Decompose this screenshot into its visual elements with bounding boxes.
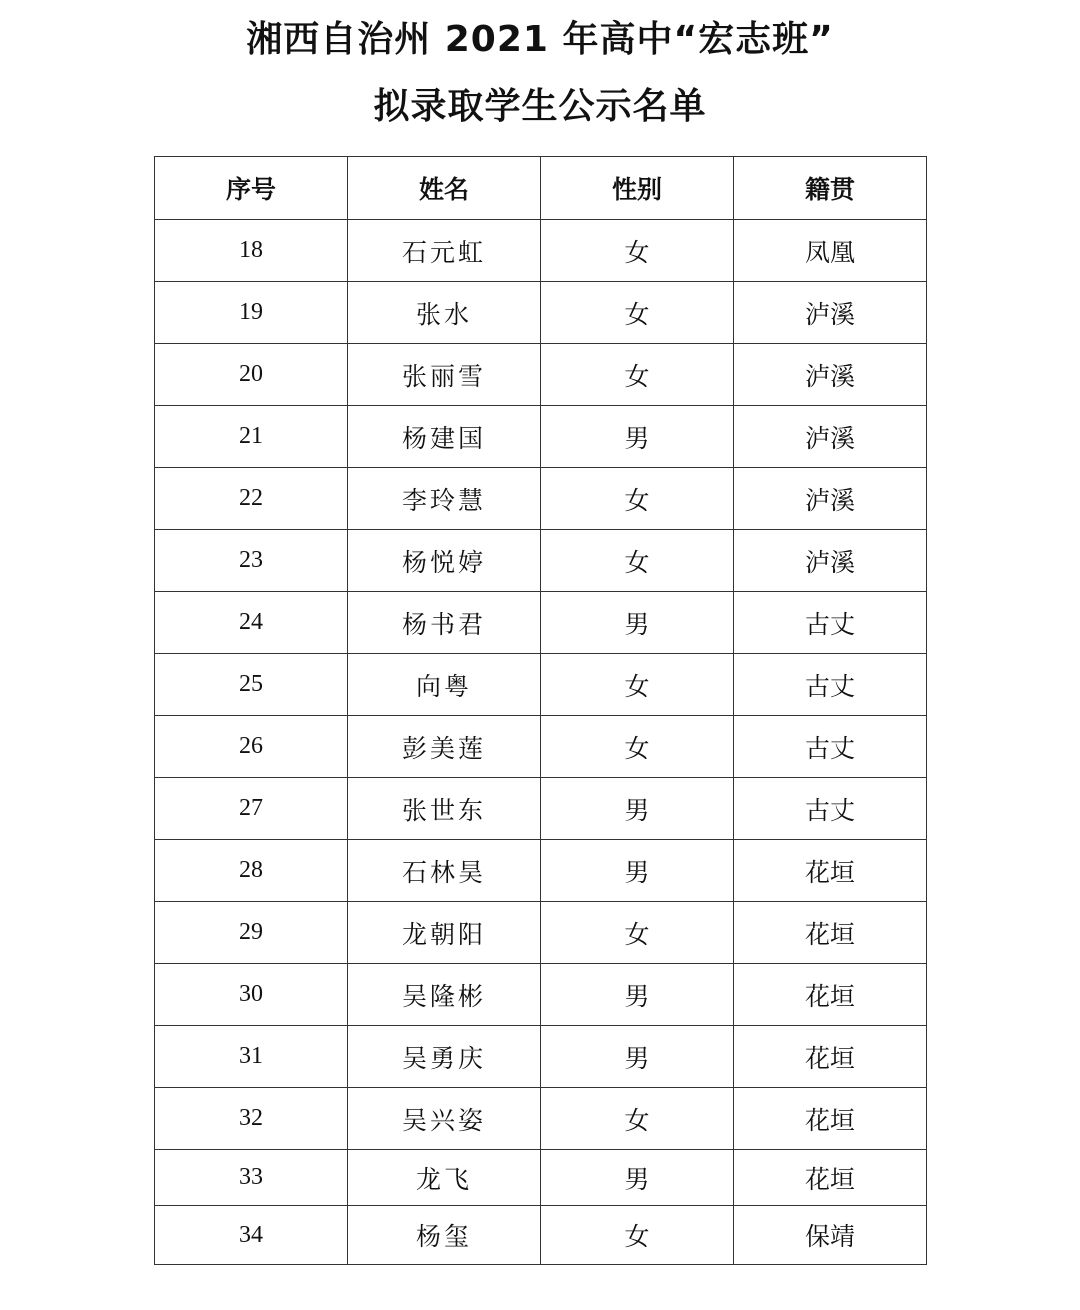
document-title-line-2: 拟录取学生公示名单 bbox=[373, 86, 707, 127]
cell-name: 杨书君 bbox=[348, 592, 541, 654]
table-body bbox=[155, 220, 927, 1265]
cell-name: 龙飞 bbox=[348, 1150, 541, 1206]
cell-native-place: 花垣 bbox=[734, 1150, 927, 1206]
cell-gender: 女 bbox=[541, 1088, 734, 1150]
cell-native-place: 凤凰 bbox=[734, 220, 927, 282]
table-row bbox=[155, 716, 927, 778]
cell-serial-number: 18 bbox=[155, 220, 348, 282]
cell-serial-number: 20 bbox=[155, 344, 348, 406]
cell-native-place: 泸溪 bbox=[734, 530, 927, 592]
cell-gender: 女 bbox=[541, 530, 734, 592]
cell-gender: 男 bbox=[541, 840, 734, 902]
cell-serial-number: 31 bbox=[155, 1026, 348, 1088]
cell-native-place: 古丈 bbox=[734, 592, 927, 654]
cell-serial-number: 19 bbox=[155, 282, 348, 344]
cell-serial-number: 24 bbox=[155, 592, 348, 654]
cell-gender: 男 bbox=[541, 406, 734, 468]
table-row bbox=[155, 592, 927, 654]
cell-native-place: 古丈 bbox=[734, 654, 927, 716]
cell-name: 杨悦婷 bbox=[348, 530, 541, 592]
header-gender: 性别 bbox=[541, 157, 734, 220]
table-row bbox=[155, 840, 927, 902]
cell-gender: 男 bbox=[541, 1026, 734, 1088]
student-roster-table bbox=[154, 156, 927, 1265]
cell-serial-number: 25 bbox=[155, 654, 348, 716]
cell-serial-number: 26 bbox=[155, 716, 348, 778]
table-row bbox=[155, 468, 927, 530]
cell-serial-number: 22 bbox=[155, 468, 348, 530]
cell-native-place: 泸溪 bbox=[734, 406, 927, 468]
table-row bbox=[155, 654, 927, 716]
cell-serial-number: 30 bbox=[155, 964, 348, 1026]
cell-name: 向粤 bbox=[348, 654, 541, 716]
cell-serial-number: 23 bbox=[155, 530, 348, 592]
cell-gender: 女 bbox=[541, 468, 734, 530]
cell-serial-number: 21 bbox=[155, 406, 348, 468]
cell-serial-number: 29 bbox=[155, 902, 348, 964]
cell-name: 吴隆彬 bbox=[348, 964, 541, 1026]
cell-native-place: 花垣 bbox=[734, 964, 927, 1026]
cell-name: 龙朝阳 bbox=[348, 902, 541, 964]
header-native-place: 籍贯 bbox=[734, 157, 927, 220]
table-row bbox=[155, 406, 927, 468]
table-row bbox=[155, 902, 927, 964]
cell-gender: 女 bbox=[541, 716, 734, 778]
cell-native-place: 古丈 bbox=[734, 716, 927, 778]
table-row bbox=[155, 1150, 927, 1206]
table-row bbox=[155, 778, 927, 840]
cell-name: 杨建国 bbox=[348, 406, 541, 468]
cell-name: 吴兴姿 bbox=[348, 1088, 541, 1150]
cell-serial-number: 27 bbox=[155, 778, 348, 840]
cell-name: 张丽雪 bbox=[348, 344, 541, 406]
table-header-row bbox=[155, 157, 927, 220]
table-row bbox=[155, 964, 927, 1026]
document-title-line-1: 湘西自治州 2021 年高中“宏志班” bbox=[246, 19, 834, 60]
cell-serial-number: 33 bbox=[155, 1150, 348, 1206]
table-row bbox=[155, 1026, 927, 1088]
cell-gender: 男 bbox=[541, 778, 734, 840]
cell-native-place: 泸溪 bbox=[734, 282, 927, 344]
cell-name: 彭美莲 bbox=[348, 716, 541, 778]
cell-name: 石元虹 bbox=[348, 220, 541, 282]
cell-gender: 女 bbox=[541, 902, 734, 964]
table-row bbox=[155, 220, 927, 282]
cell-gender: 女 bbox=[541, 344, 734, 406]
cell-serial-number: 28 bbox=[155, 840, 348, 902]
cell-native-place: 花垣 bbox=[734, 840, 927, 902]
cell-gender: 女 bbox=[541, 654, 734, 716]
cell-name: 吴勇庆 bbox=[348, 1026, 541, 1088]
cell-native-place: 保靖 bbox=[734, 1206, 927, 1265]
table-row bbox=[155, 1206, 927, 1265]
cell-gender: 女 bbox=[541, 282, 734, 344]
cell-native-place: 花垣 bbox=[734, 1026, 927, 1088]
cell-serial-number: 32 bbox=[155, 1088, 348, 1150]
cell-native-place: 泸溪 bbox=[734, 344, 927, 406]
cell-name: 李玲慧 bbox=[348, 468, 541, 530]
cell-native-place: 花垣 bbox=[734, 1088, 927, 1150]
table-row bbox=[155, 344, 927, 406]
cell-native-place: 古丈 bbox=[734, 778, 927, 840]
header-serial-number: 序号 bbox=[155, 157, 348, 220]
cell-gender: 男 bbox=[541, 964, 734, 1026]
cell-name: 张水 bbox=[348, 282, 541, 344]
cell-gender: 男 bbox=[541, 592, 734, 654]
cell-name: 杨玺 bbox=[348, 1206, 541, 1265]
cell-name: 张世东 bbox=[348, 778, 541, 840]
cell-native-place: 泸溪 bbox=[734, 468, 927, 530]
table-row bbox=[155, 530, 927, 592]
header-name: 姓名 bbox=[348, 157, 541, 220]
cell-name: 石林昊 bbox=[348, 840, 541, 902]
table-row bbox=[155, 282, 927, 344]
cell-gender: 女 bbox=[541, 220, 734, 282]
cell-serial-number: 34 bbox=[155, 1206, 348, 1265]
cell-gender: 女 bbox=[541, 1206, 734, 1265]
cell-gender: 男 bbox=[541, 1150, 734, 1206]
cell-native-place: 花垣 bbox=[734, 902, 927, 964]
table-row bbox=[155, 1088, 927, 1150]
